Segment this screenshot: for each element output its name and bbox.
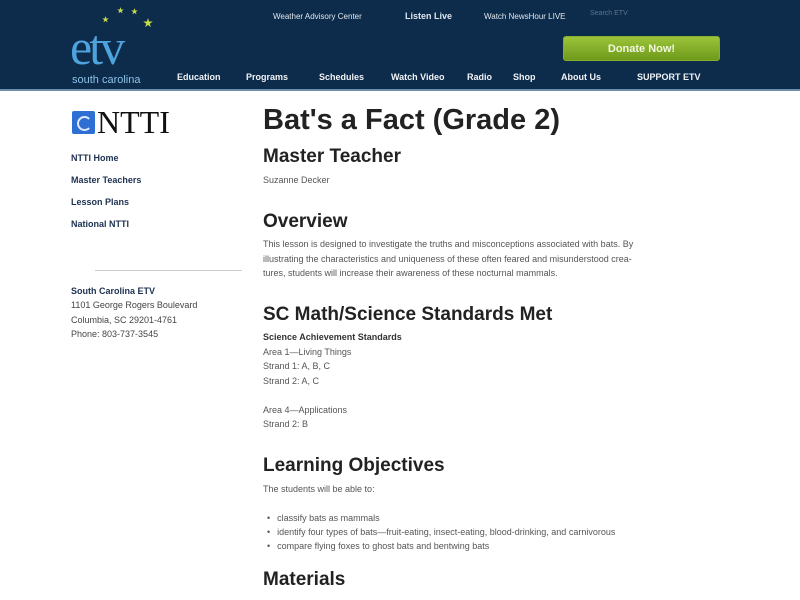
weather-advisory-link[interactable]: Weather Advisory Center [273,12,362,21]
watch-newshour-link[interactable]: Watch NewsHour LIVE [484,12,566,21]
sidebar-national-ntti[interactable]: National NTTI [71,219,129,229]
objectives-intro: The students will be able to: [263,484,375,494]
address-street: 1101 George Rogers Boulevard [71,300,198,310]
objectives-list [267,511,615,553]
nav-programs[interactable]: Programs [246,72,289,82]
list-item: • classify bats as mammals [267,511,615,525]
overview-line: This lesson is designed to investigate the truths and misconceptions associated with bats. By [263,239,634,249]
standards-text [263,330,402,432]
standards-line: Strand 2: B [263,419,309,429]
overview-text [263,237,633,281]
master-teacher-heading: Master Teacher [263,146,401,167]
nav-watch-video[interactable]: Watch Video [391,72,445,82]
overview-heading: Overview [263,211,348,232]
standards-line: Area 4—Applications [263,404,348,415]
nav-radio[interactable]: Radio [467,72,493,82]
standards-line: Strand 2: A, C [263,375,320,386]
nav-about-us[interactable]: About Us [561,72,601,82]
page-title: Bat's a Fact (Grade 2) [263,104,560,136]
star-icon [143,18,153,28]
listen-live-link[interactable]: Listen Live [405,11,453,21]
nav-education[interactable]: Education [177,72,221,82]
address-phone: Phone: 803-737-3545 [71,329,159,339]
search-input[interactable]: Search ETV [590,10,628,17]
overview-line: tures, students will increase their awareness of these nocturnal mammals. [263,268,558,278]
star-icon [117,7,124,14]
address-org: South Carolina ETV [71,286,156,296]
nav-schedules[interactable]: Schedules [319,72,365,82]
materials-heading: Materials [263,569,346,590]
standards-subheading: Science Achievement Standards [263,332,402,342]
address-city: Columbia, SC 29201-4761 [71,315,178,325]
ntti-logo[interactable] [72,104,170,141]
star-icon [131,8,138,15]
donate-button[interactable]: Donate Now! [563,36,720,61]
teacher-name: Suzanne Decker [263,175,330,185]
site-header [0,0,800,91]
sidebar-ntti-home[interactable]: NTTI Home [71,153,119,163]
ntti-swirl-icon [72,111,95,134]
nav-support-etv[interactable]: SUPPORT ETV [637,72,701,82]
ntti-logo-text: NTTI [97,104,170,140]
standards-line: Area 1—Living Things [263,346,352,357]
etv-logo[interactable]: etv [70,19,123,75]
standards-heading: SC Math/Science Standards Met [263,304,553,325]
sidebar-divider [95,270,242,271]
sidebar-master-teachers[interactable]: Master Teachers [71,175,142,185]
standards-line: Strand 1: A, B, C [263,361,331,371]
list-item: • compare flying foxes to ghost bats and bentwing bats [267,539,615,553]
list-item: • identify four types of bats—fruit-eating, insect-eating, blood-drinking, and carnivorous [267,525,615,539]
etv-logo-subtitle: south carolina [72,74,141,86]
objectives-heading: Learning Objectives [263,455,445,476]
nav-shop[interactable]: Shop [513,72,536,82]
overview-line: illustrating the characteristics and uniqueness of these often feared and misunderstood crea- [263,253,632,264]
sidebar-lesson-plans[interactable]: Lesson Plans [71,197,130,207]
